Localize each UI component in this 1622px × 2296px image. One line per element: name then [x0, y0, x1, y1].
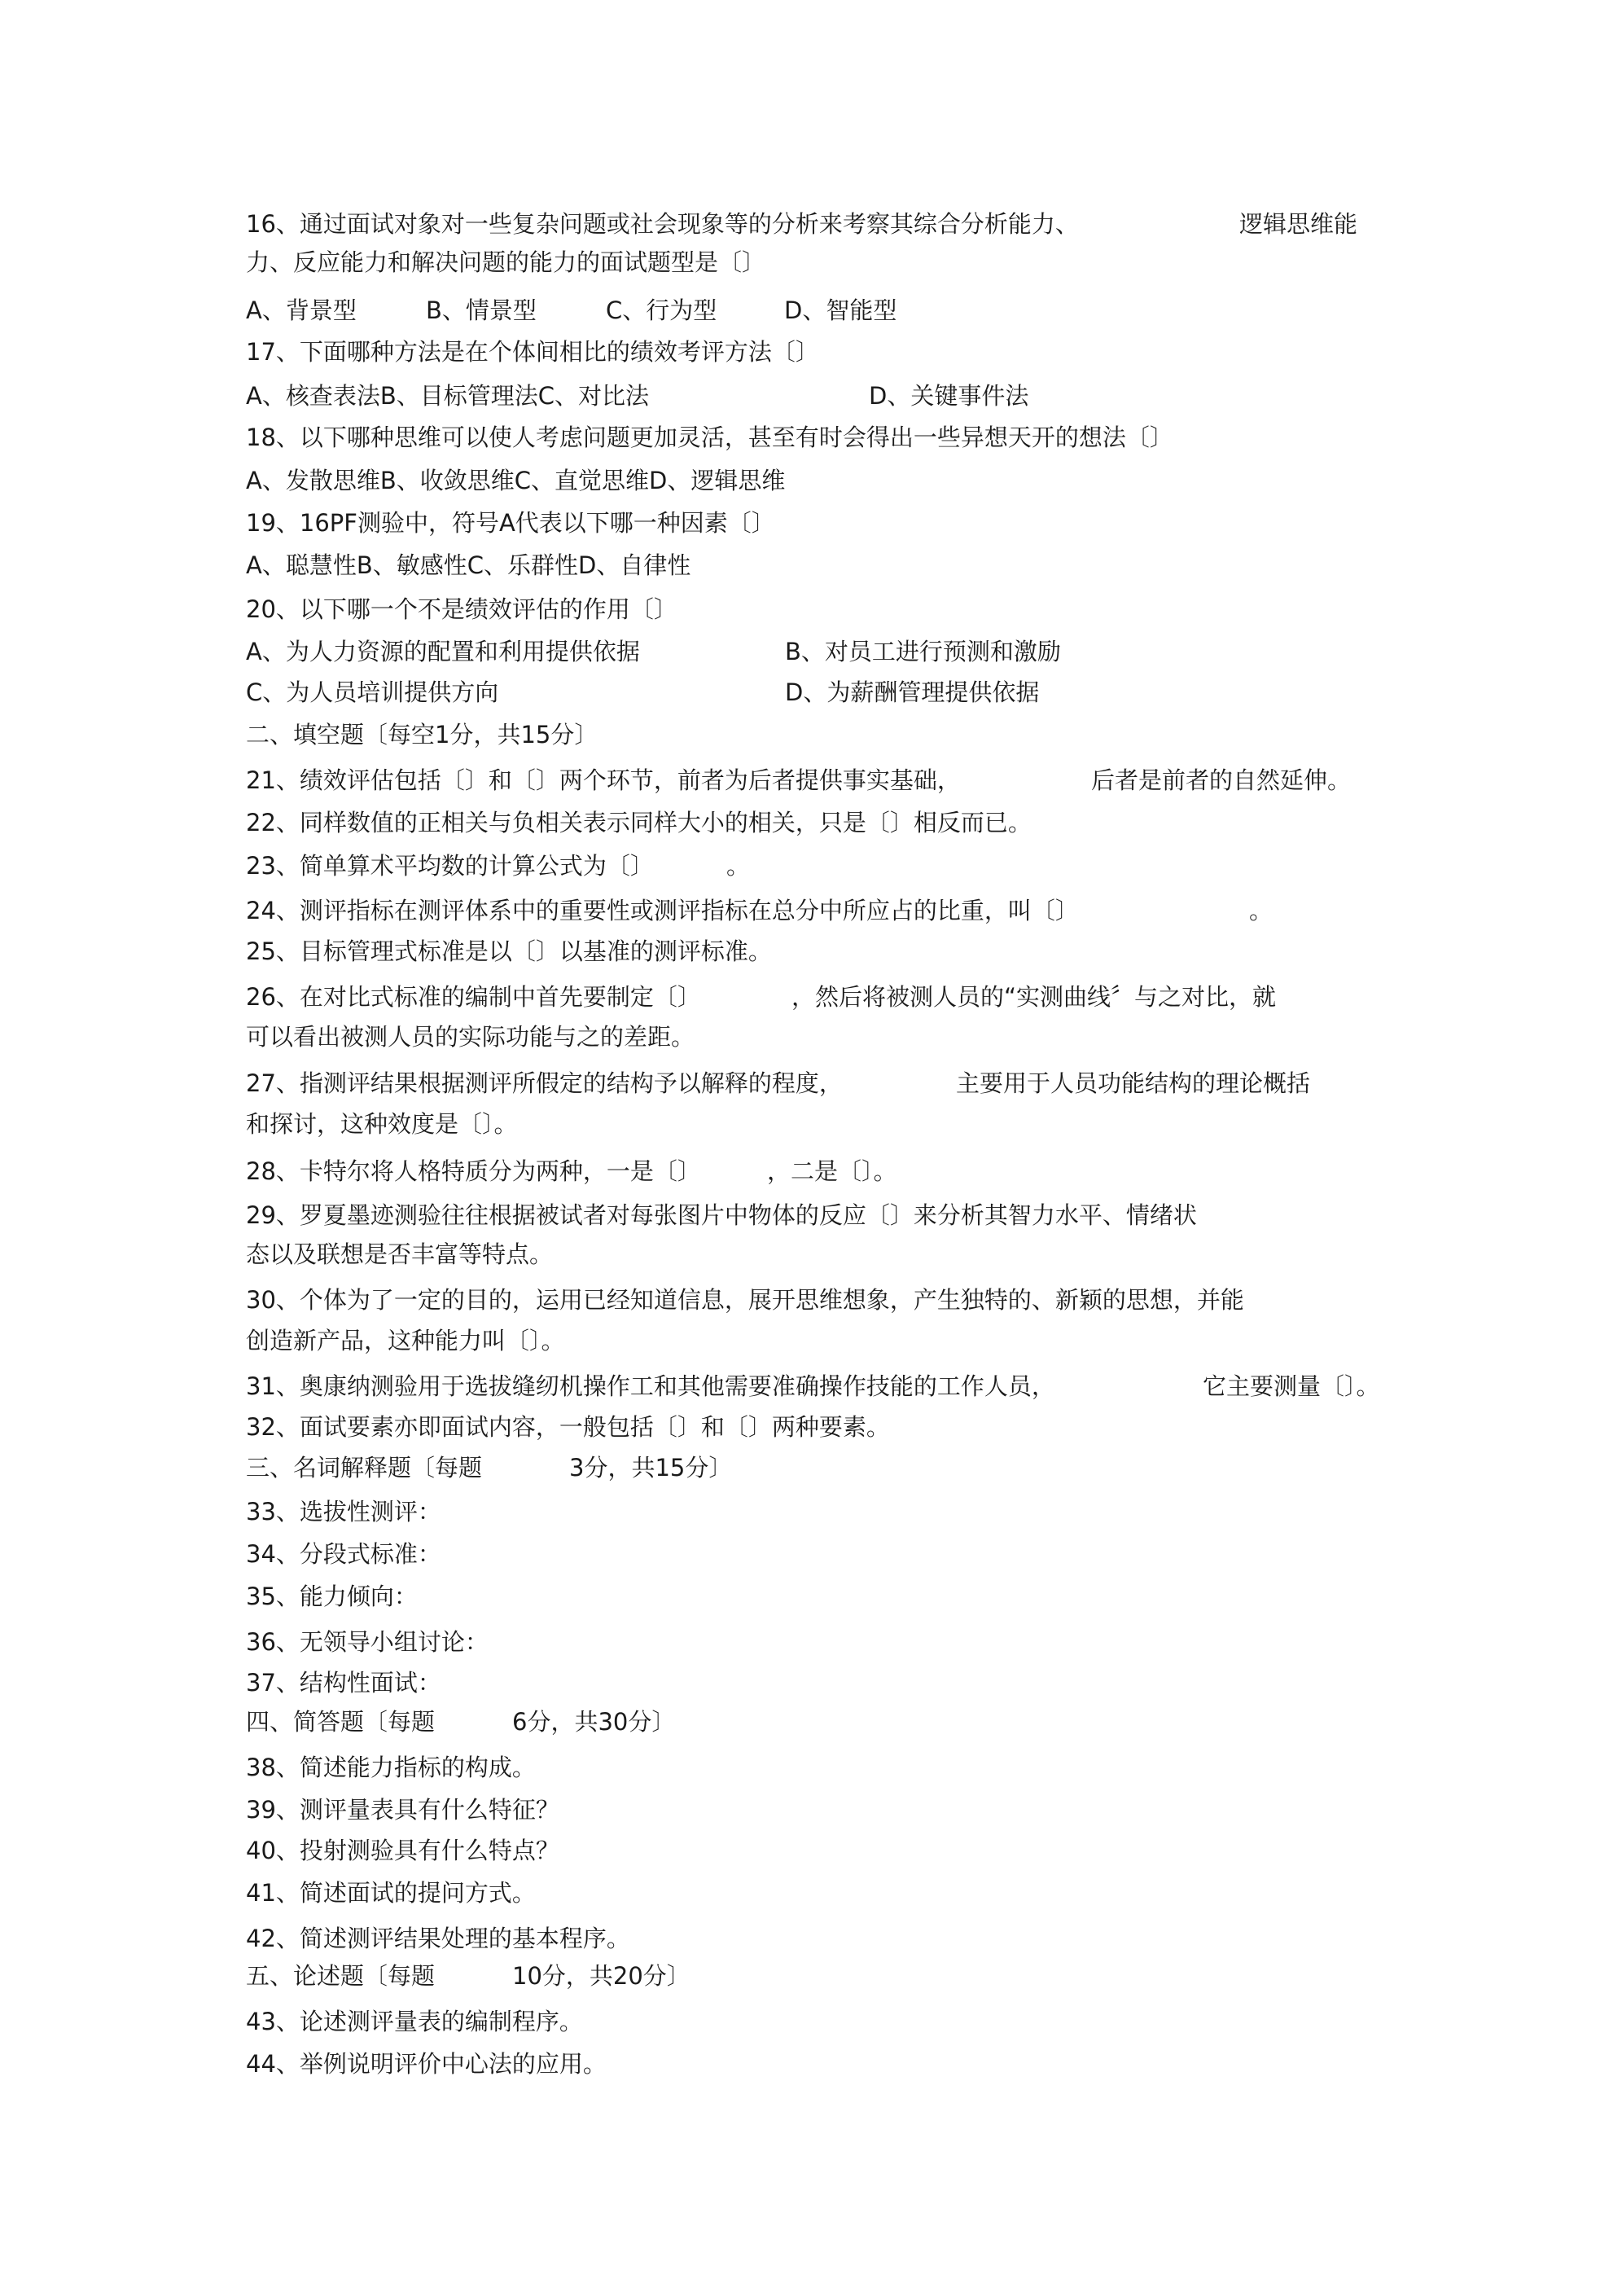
question-24-text-b: 。 — [1249, 897, 1273, 924]
section-3-heading-b: 3分，共15分〕 — [569, 1454, 733, 1482]
question-38-text: 38、简述能力指标的构成。 — [246, 1754, 536, 1781]
question-37-text: 37、结构性面试： — [246, 1669, 441, 1697]
question-21-text-b: 后者是前者的自然延伸。 — [1091, 766, 1352, 794]
question-20-option-d: D、为薪酬管理提供依据 — [785, 678, 1040, 706]
question-41-text: 41、简述面试的提问方式。 — [246, 1879, 536, 1907]
question-19-options: A、聪慧性B、敏感性C、乐群性D、自律性 — [246, 551, 691, 579]
question-17-options — [246, 380, 1029, 412]
question-26-line-2: 可以看出被测人员的实际功能与之的差距。 — [246, 1023, 695, 1051]
question-26-text-b: ，然后将被测人员的“实测曲线〞与之对比，就 — [791, 983, 1277, 1011]
question-39-text: 39、测评量表具有什么特征？ — [246, 1796, 559, 1824]
question-18-text: 18、以下哪种思维可以使人考虑问题更加灵活，甚至有时会得出一些异想天开的想法〔〕 — [246, 424, 1173, 451]
question-30-line-1: 30、个体为了一定的目的，运用已经知道信息，展开思维想象，产生独特的、新颖的思想，并能 — [246, 1286, 1244, 1314]
question-16-option-d: D、智能型 — [784, 296, 897, 324]
question-34-text: 34、分段式标准： — [246, 1540, 441, 1568]
question-27-line-1 — [246, 1067, 1311, 1100]
section-5-heading-b: 10分，共20分〕 — [512, 1962, 690, 1990]
question-40-text: 40、投射测验具有什么特点？ — [246, 1837, 559, 1864]
question-16-options — [246, 294, 897, 327]
question-33-text: 33、选拔性测评： — [246, 1498, 441, 1526]
question-27-text-a: 27、指测评结果根据测评所假定的结构予以解释的程度， — [246, 1069, 843, 1097]
question-20-options-row-2 — [246, 676, 1040, 709]
question-24-line — [246, 894, 1273, 927]
question-16-text-a: 16、通过面试对象对一些复杂问题或社会现象等的分析来考察其综合分析能力、 — [246, 210, 1079, 238]
question-31-text-b: 它主要测量〔〕。 — [1203, 1372, 1380, 1400]
question-16-line-1 — [246, 208, 1358, 240]
question-43-text: 43、论述测评量表的编制程序。 — [246, 2008, 583, 2035]
question-17-options-abc: A、核查表法B、目标管理法C、对比法 — [246, 382, 649, 410]
question-25-text: 25、目标管理式标准是以〔〕以基准的测评标准。 — [246, 937, 772, 965]
question-30-line-2: 创造新产品，这种能力叫〔〕。 — [246, 1327, 565, 1354]
question-44-text: 44、举例说明评价中心法的应用。 — [246, 2050, 607, 2078]
question-16-option-b: B、情景型 — [426, 296, 537, 324]
question-23-text-b: 。 — [726, 852, 751, 880]
question-27-text-b: 主要用于人员功能结构的理论概括 — [956, 1069, 1311, 1097]
section-3-heading — [246, 1451, 733, 1484]
question-17-text: 17、下面哪种方法是在个体间相比的绩效考评方法〔〕 — [246, 338, 819, 366]
question-28-text-b: ，二是〔〕。 — [767, 1157, 897, 1185]
section-5-heading-a: 五、论述题〔每题 — [246, 1962, 436, 1990]
section-4-heading-a: 四、简答题〔每题 — [246, 1708, 436, 1736]
question-20-options-row-1 — [246, 635, 1061, 668]
question-20-option-b: B、对员工进行预测和激励 — [785, 638, 1061, 665]
question-26-text-a: 26、在对比式标准的编制中首先要制定〔〕 — [246, 983, 701, 1011]
question-42-text: 42、简述测评结果处理的基本程序。 — [246, 1925, 630, 1952]
section-3-heading-a: 三、名词解释题〔每题 — [246, 1454, 483, 1482]
question-23-text-a: 23、简单算术平均数的计算公式为〔〕 — [246, 852, 654, 880]
question-36-text: 36、无领导小组讨论： — [246, 1628, 489, 1656]
question-16-option-c: C、行为型 — [606, 296, 717, 324]
question-20-option-a: A、为人力资源的配置和利用提供依据 — [246, 638, 640, 665]
question-22-text: 22、同样数值的正相关与负相关表示同样大小的相关，只是〔〕相反而已。 — [246, 809, 1032, 836]
question-31-line — [246, 1370, 1380, 1403]
question-17-option-d: D、关键事件法 — [869, 382, 1029, 410]
question-18-options: A、发散思维B、收敛思维C、直觉思维D、逻辑思维 — [246, 467, 786, 494]
question-29-line-1: 29、罗夏墨迹测验往往根据被试者对每张图片中物体的反应〔〕来分析其智力水平、情绪状 — [246, 1201, 1197, 1229]
question-21-text-a: 21、绩效评估包括〔〕和〔〕两个环节，前者为后者提供事实基础， — [246, 766, 961, 794]
section-2-heading: 二、填空题〔每空1分，共15分〕 — [246, 721, 598, 749]
section-4-heading — [246, 1706, 676, 1738]
question-20-text: 20、以下哪一个不是绩效评估的作用〔〕 — [246, 595, 677, 623]
question-35-text: 35、能力倾向： — [246, 1583, 418, 1610]
question-21-line — [246, 764, 1352, 797]
section-5-heading — [246, 1960, 690, 1992]
question-16-text-b: 逻辑思维能 — [1239, 210, 1358, 238]
question-24-text-a: 24、测评指标在测评体系中的重要性或测评指标在总分中所应占的比重，叫〔〕 — [246, 897, 1079, 924]
question-28-line — [246, 1155, 897, 1188]
question-19-text: 19、16PF测验中，符号A代表以下哪一种因素〔〕 — [246, 509, 775, 537]
question-31-text-a: 31、奥康纳测验用于选拔缝纫机操作工和其他需要准确操作技能的工作人员， — [246, 1372, 1055, 1400]
question-16-option-a: A、背景型 — [246, 296, 357, 324]
question-26-line-1 — [246, 981, 1277, 1013]
question-32-text: 32、面试要素亦即面试内容，一般包括〔〕和〔〕两种要素。 — [246, 1413, 890, 1441]
question-16-line-2: 力、反应能力和解决问题的能力的面试题型是〔〕 — [246, 248, 766, 276]
section-4-heading-b: 6分，共30分〕 — [512, 1708, 676, 1736]
question-28-text-a: 28、卡特尔将人格特质分为两种，一是〔〕 — [246, 1157, 701, 1185]
question-29-line-2: 态以及联想是否丰富等特点。 — [246, 1240, 554, 1268]
question-27-line-2: 和探讨，这种效度是〔〕。 — [246, 1110, 518, 1138]
question-23-line — [246, 849, 751, 882]
question-20-option-c: C、为人员培训提供方向 — [246, 678, 499, 706]
